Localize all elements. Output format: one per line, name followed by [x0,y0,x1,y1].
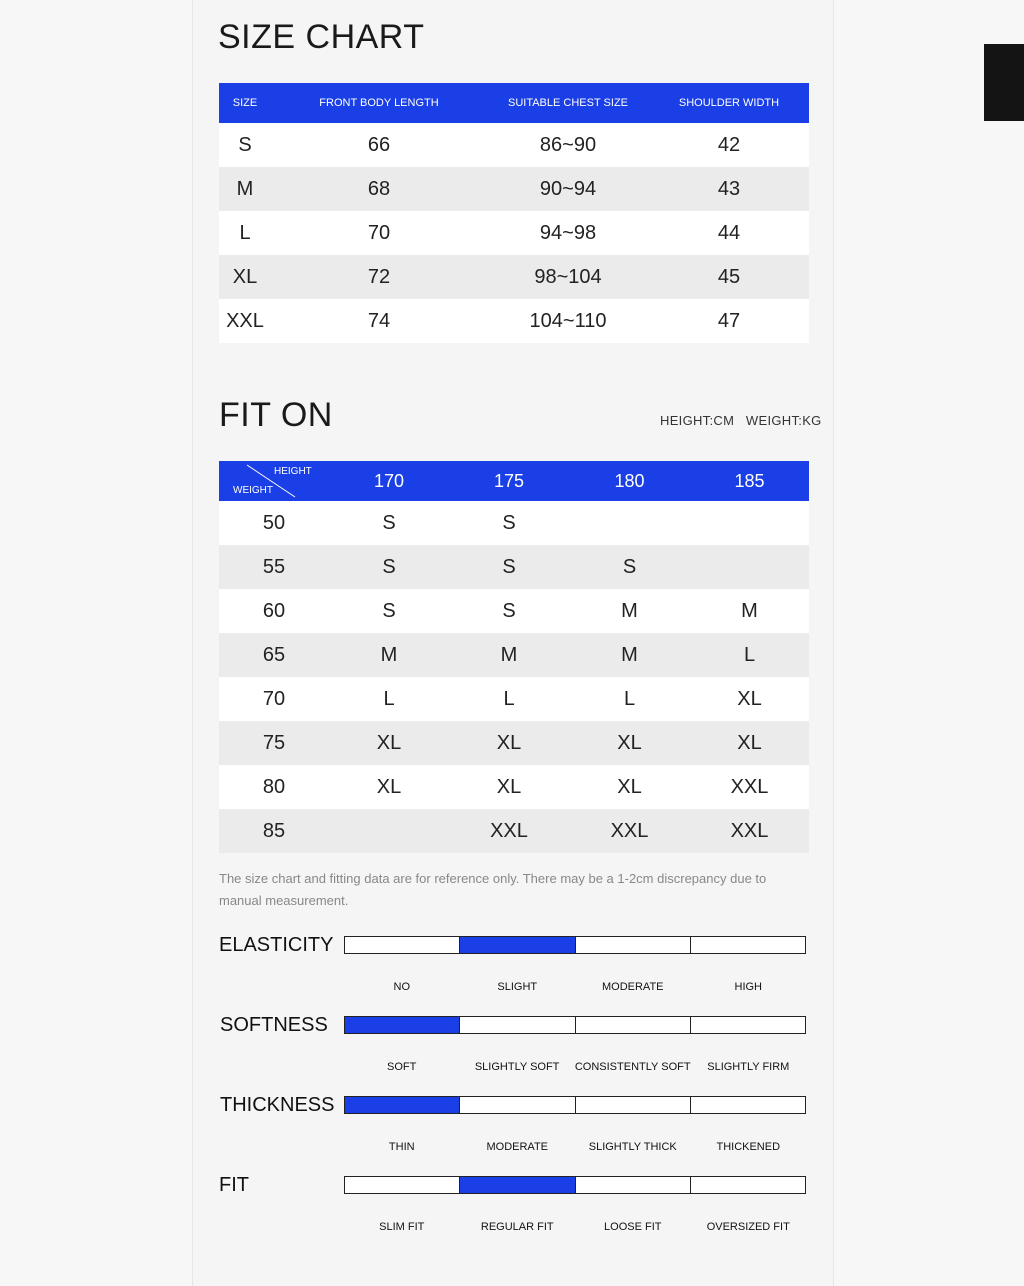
softness-option-label: CONSISTENTLY SOFT [574,1061,691,1073]
recommended-size-cell: XL [496,775,522,798]
recommended-size-cell: M [500,643,518,666]
fit-on-row [219,765,809,809]
softness-segment [576,1017,691,1033]
fit-on-row [219,721,809,765]
softness-option-label: SLIGHTLY FIRM [707,1061,790,1073]
recommended-size-cell: XL [376,775,402,798]
size-chart-cell: 98~104 [534,265,602,288]
size-chart-cell: 72 [367,265,391,288]
recommended-size-cell: XXL [730,775,769,798]
recommended-size-cell: S [622,555,637,578]
recommended-size-cell [329,809,449,853]
elasticity-label: ELASTICITY [219,934,334,956]
thickness-option-label: SLIGHTLY THICK [588,1141,677,1153]
header-size: SIZE [232,97,258,109]
header-height-170: 170 [373,470,405,491]
units-note: HEIGHT:CM WEIGHT:KG [660,413,822,428]
size-chart-cell: 86~90 [539,133,597,156]
size-chart-row [219,255,809,299]
size-chart-cell: 44 [717,221,741,244]
recommended-size-cell: S [382,599,396,622]
recommended-size-cell: XL [496,731,522,754]
fit-scale [344,1176,806,1194]
recommended-size-cell: XL [617,731,642,754]
recommended-size-cell: S [502,511,516,534]
recommended-size-cell: XL [737,731,762,754]
elasticity-option-label: MODERATE [601,981,664,993]
fit-segment [576,1177,691,1193]
elasticity-segment [691,937,805,953]
elasticity-scale [344,936,806,954]
fit-option-label: SLIM FIT [379,1221,425,1233]
recommended-size-cell: L [623,687,636,710]
fit-on-row [219,501,809,545]
weight-cell: 60 [262,599,286,622]
weight-cell: 85 [262,819,286,842]
weight-cell: 80 [262,775,286,798]
fit-segment [345,1177,460,1193]
fit-segment [691,1177,805,1193]
weight-cell: 50 [262,511,286,534]
size-chart-cell: 42 [717,133,741,156]
recommended-size-cell: XL [617,775,642,798]
fit-options [344,1221,806,1233]
size-chart-cell: 70 [367,221,391,244]
thickness-label: THICKNESS [220,1094,335,1116]
size-chart-row [219,211,809,255]
recommended-size-cell: M [621,643,638,666]
recommended-size-cell: XL [737,687,762,710]
recommended-size-cell [690,501,809,545]
thickness-segment [460,1097,575,1113]
recommended-size-cell: L [383,687,395,710]
header-height-180: 180 [614,470,645,491]
softness-segment [691,1017,805,1033]
fit-on-header-row [219,461,809,501]
size-chart-cell: S [238,133,252,156]
recommended-size-cell [690,545,809,589]
fit-on-row [219,677,809,721]
recommended-size-cell: M [380,643,398,666]
size-chart-cell: 43 [717,177,741,200]
size-chart-cell: 104~110 [529,309,607,332]
weight-cell: 55 [262,555,286,578]
size-chart-cell: 45 [717,265,741,288]
fit-on-table [219,461,809,853]
recommended-size-cell: XL [376,731,402,754]
softness-scale [344,1016,806,1034]
header-shoulder-width: SHOULDER WIDTH [678,97,780,109]
corner-height-label: HEIGHT [274,466,312,477]
header-front-body-length: FRONT BODY LENGTH [319,97,439,109]
size-chart-row [219,167,809,211]
elasticity-option-label: NO [393,981,410,993]
fit-option-label: OVERSIZED FIT [706,1221,790,1233]
elasticity-option-label: SLIGHT [497,981,538,993]
softness-option-label: SOFT [387,1061,417,1073]
size-chart-cell: M [236,177,254,200]
softness-segment-selected [345,1017,460,1033]
elasticity-segment [345,937,460,953]
recommended-size-cell: M [621,599,638,622]
recommended-size-cell: M [741,599,758,622]
size-chart-cell: L [239,221,251,244]
size-chart-cell: XXL [226,309,264,332]
thickness-segment [691,1097,805,1113]
fit-option-label: LOOSE FIT [604,1221,662,1233]
fit-segment-selected [460,1177,575,1193]
softness-segment [460,1017,575,1033]
recommended-size-cell: S [502,599,516,622]
fit-on-row [219,809,809,853]
reference-note: The size chart and fitting data are for reference only. There may be a 1-2cm discrepancy due to manual measurement. [219,871,767,908]
size-chart-cell: 94~98 [539,221,597,244]
thickness-option-label: THICKENED [716,1141,781,1153]
elasticity-segment-selected [460,937,575,953]
recommended-size-cell: S [502,555,516,578]
header-corner-cell [219,461,329,501]
thickness-scale [344,1096,806,1114]
softness-option-label: SLIGHTLY SOFT [474,1061,560,1073]
corner-weight-label: WEIGHT [233,485,273,496]
header-height-175: 175 [493,470,525,491]
size-chart-cell: XL [232,265,258,288]
size-chart-row [219,299,809,343]
side-tab[interactable] [984,44,1024,121]
elasticity-options [344,981,806,993]
recommended-size-cell: L [503,687,515,710]
size-chart-cell: 47 [717,309,741,332]
recommended-size-cell [569,501,690,545]
size-chart-table [219,83,809,343]
recommended-size-cell: XXL [730,819,769,842]
weight-cell: 65 [262,643,286,666]
recommended-size-cell: XXL [490,819,528,842]
recommended-size-cell: XXL [610,819,649,842]
fit-option-label: REGULAR FIT [480,1221,554,1233]
thickness-options [344,1141,806,1153]
size-chart-cell: 66 [367,133,391,156]
thickness-segment-selected [345,1097,460,1113]
weight-cell: 70 [262,687,286,710]
softness-label: SOFTNESS [220,1014,328,1036]
fit-label: FIT [219,1174,249,1196]
size-chart-cell: 68 [367,177,391,200]
size-chart-row [219,123,809,167]
softness-options [344,1061,806,1073]
header-suitable-chest-size: SUITABLE CHEST SIZE [507,97,628,109]
thickness-option-label: THIN [388,1141,415,1153]
fit-on-row [219,589,809,633]
recommended-size-cell: S [382,555,396,578]
size-chart-cell: 74 [367,309,391,332]
elasticity-option-label: HIGH [734,981,762,993]
size-chart-cell: 90~94 [539,177,597,200]
thickness-option-label: MODERATE [486,1141,549,1153]
elasticity-segment [576,937,691,953]
fit-on-row [219,545,809,589]
header-height-185: 185 [734,470,765,491]
thickness-segment [576,1097,691,1113]
weight-cell: 75 [262,731,286,754]
fit-on-title: FIT ON [219,396,333,434]
recommended-size-cell: S [382,511,396,534]
fit-on-row [219,633,809,677]
size-chart-header-row [219,83,809,123]
recommended-size-cell: L [743,643,756,666]
size-chart-title: SIZE CHART [218,18,425,56]
